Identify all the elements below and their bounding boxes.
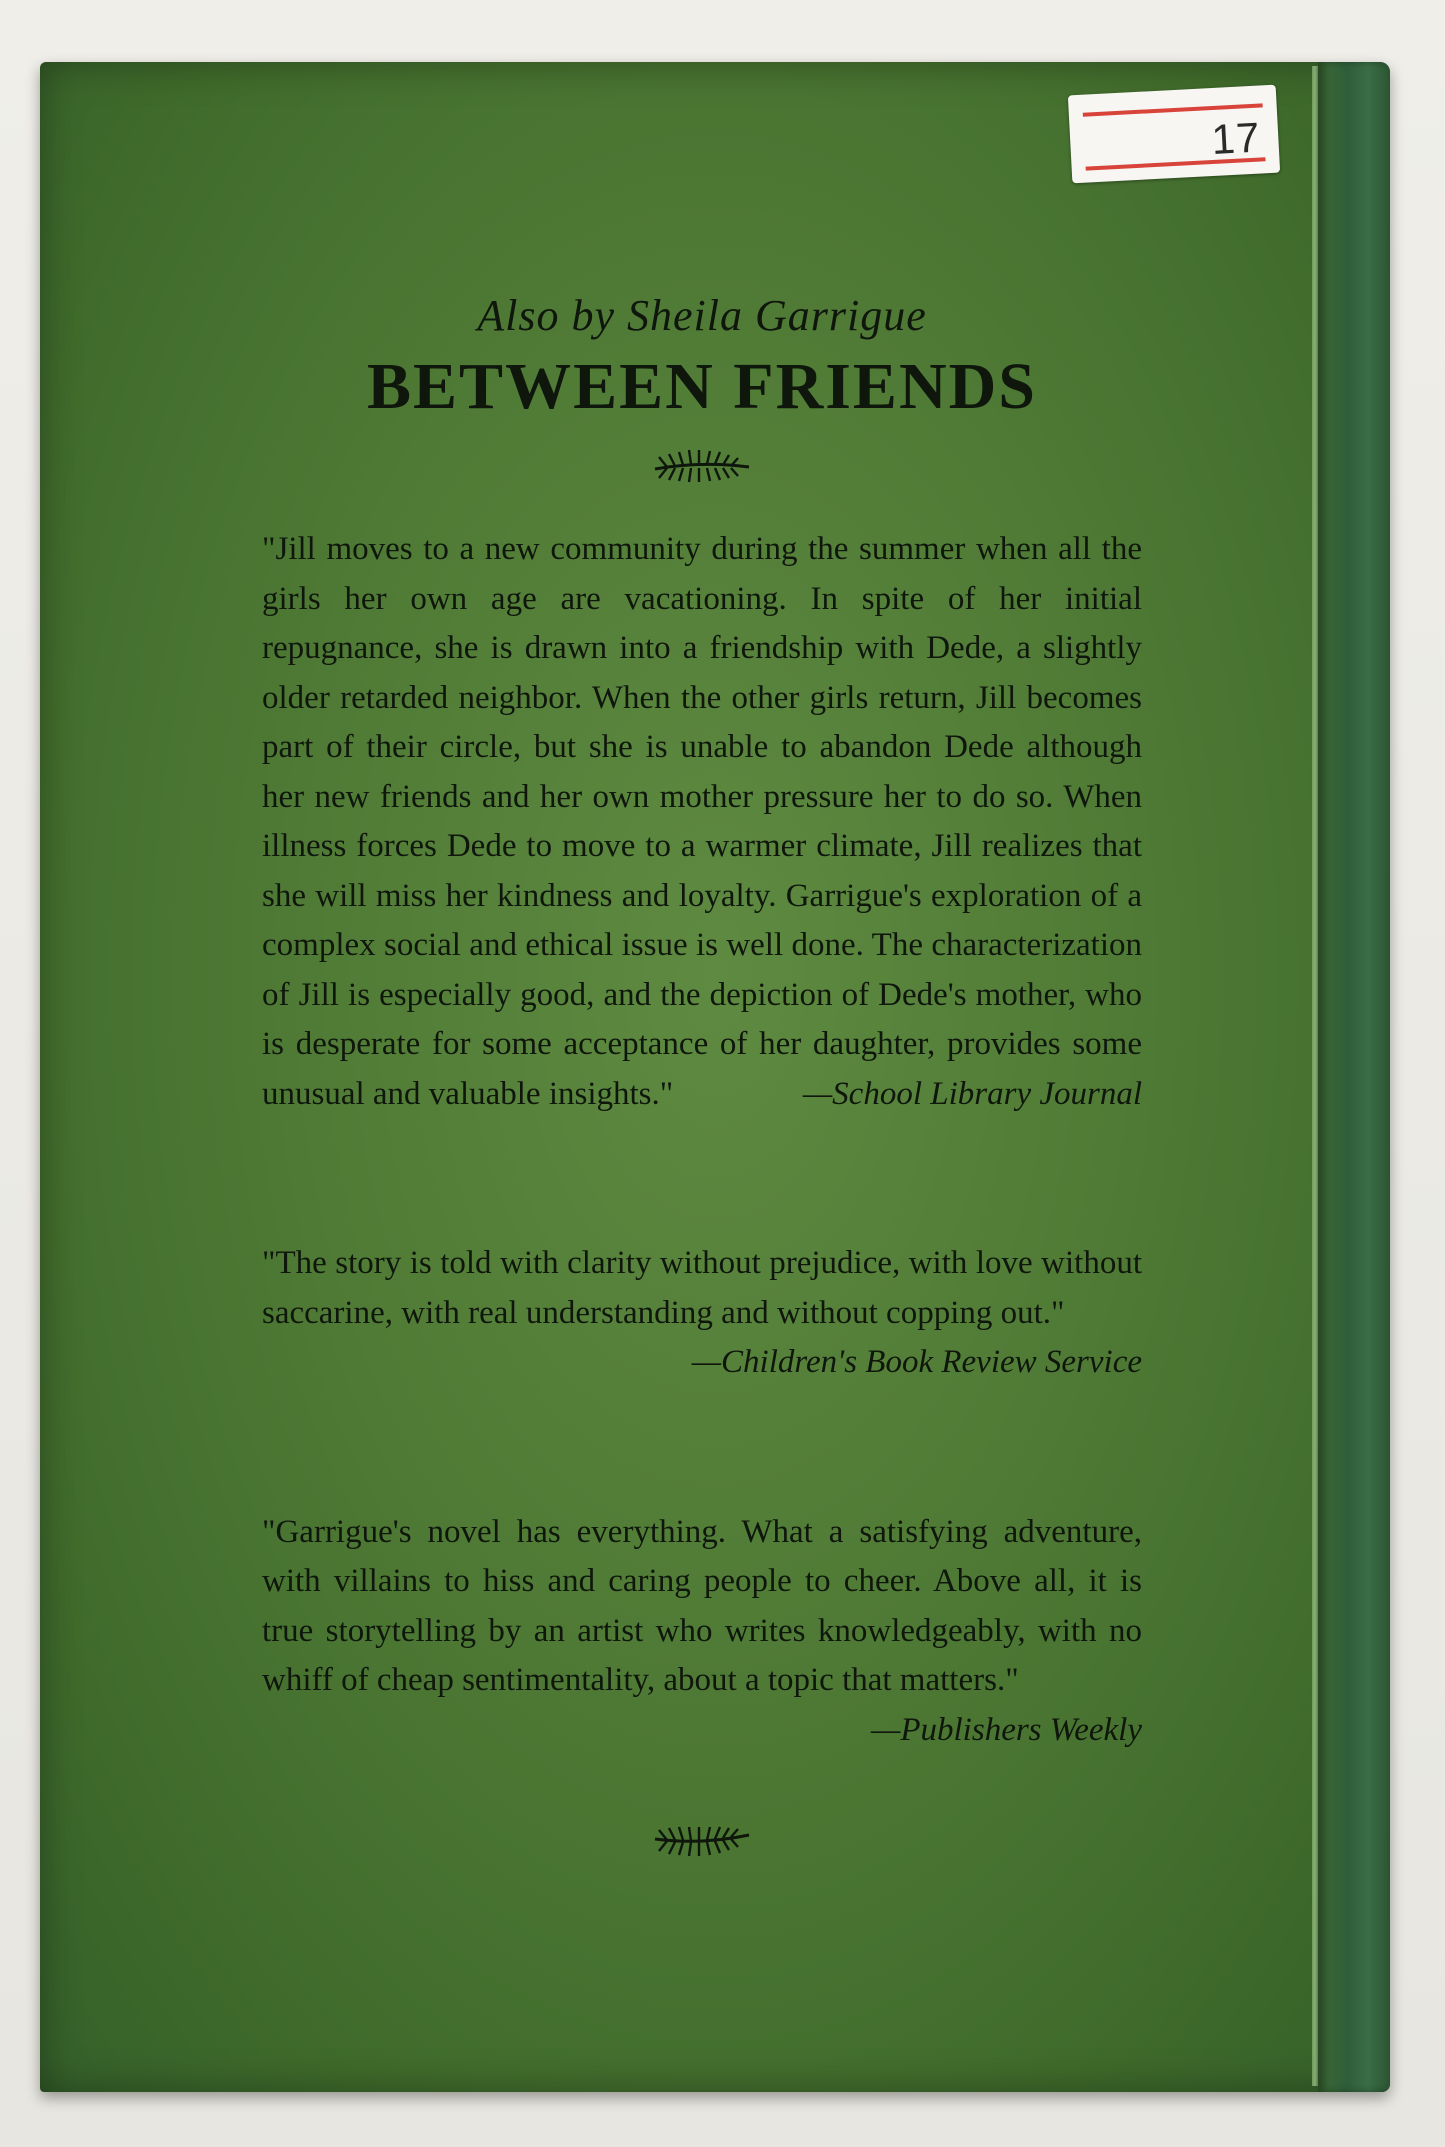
review-text (262, 1239, 1142, 1380)
review-quote: "The story is told with clarity without prejudice, with love without saccarine, with real understanding and without copping out." (262, 1245, 1142, 1331)
review-publishers-weekly (262, 1508, 1142, 1756)
review-quote: "Jill moves to a new community during the summer when all the girls her own age are vacationing. In spite of her initial repugnance, she is drawn into a friendship with Dede, a slightly older retarded neighbor. When the other girls return, Jill becomes part of their circle, but she is unable to abandon Dede although her new friends and her own mother pressure her to do so. When illness forces Dede to move to a warmer climate, Jill realizes that she will miss her kindness and loyalty. Garrigue's exploration of a complex social and ethical issue is well done. The characterization of Jill is especially good, and the depiction of Dede's mother, who is desperate for some acceptance of her daughter, provides some unusual and valuable insights." (262, 531, 1142, 1112)
also-by-line: Also by Sheila Garrigue (477, 291, 927, 340)
spine-edge (1312, 66, 1318, 2086)
review-school-library-journal (262, 525, 1142, 1119)
review-source: —School Library Journal (802, 1075, 1142, 1112)
pine-sprig-icon (647, 1815, 757, 1859)
review-childrens-book-review-service (262, 1239, 1142, 1388)
price-sticker (1068, 85, 1280, 184)
review-source: —Publishers Weekly (871, 1711, 1142, 1748)
cover-text (262, 290, 1142, 1897)
review-text (262, 525, 1142, 1119)
price-label: 17 (1210, 113, 1262, 164)
book-spine (1318, 62, 1390, 2092)
pine-sprig-icon (647, 443, 757, 487)
review-quote: "Garrigue's novel has everything. What a satisfying adventure, with villains to hiss and caring people to cheer. Above all, it is true storytelling by an artist who writes knowledgeably, with no whiff of cheap sentimentality, about a topic that matters." (262, 1513, 1142, 1698)
review-source: —Children's Book Review Service (691, 1344, 1142, 1380)
book-title: BETWEEN FRIENDS (367, 350, 1037, 423)
review-text (262, 1508, 1142, 1748)
